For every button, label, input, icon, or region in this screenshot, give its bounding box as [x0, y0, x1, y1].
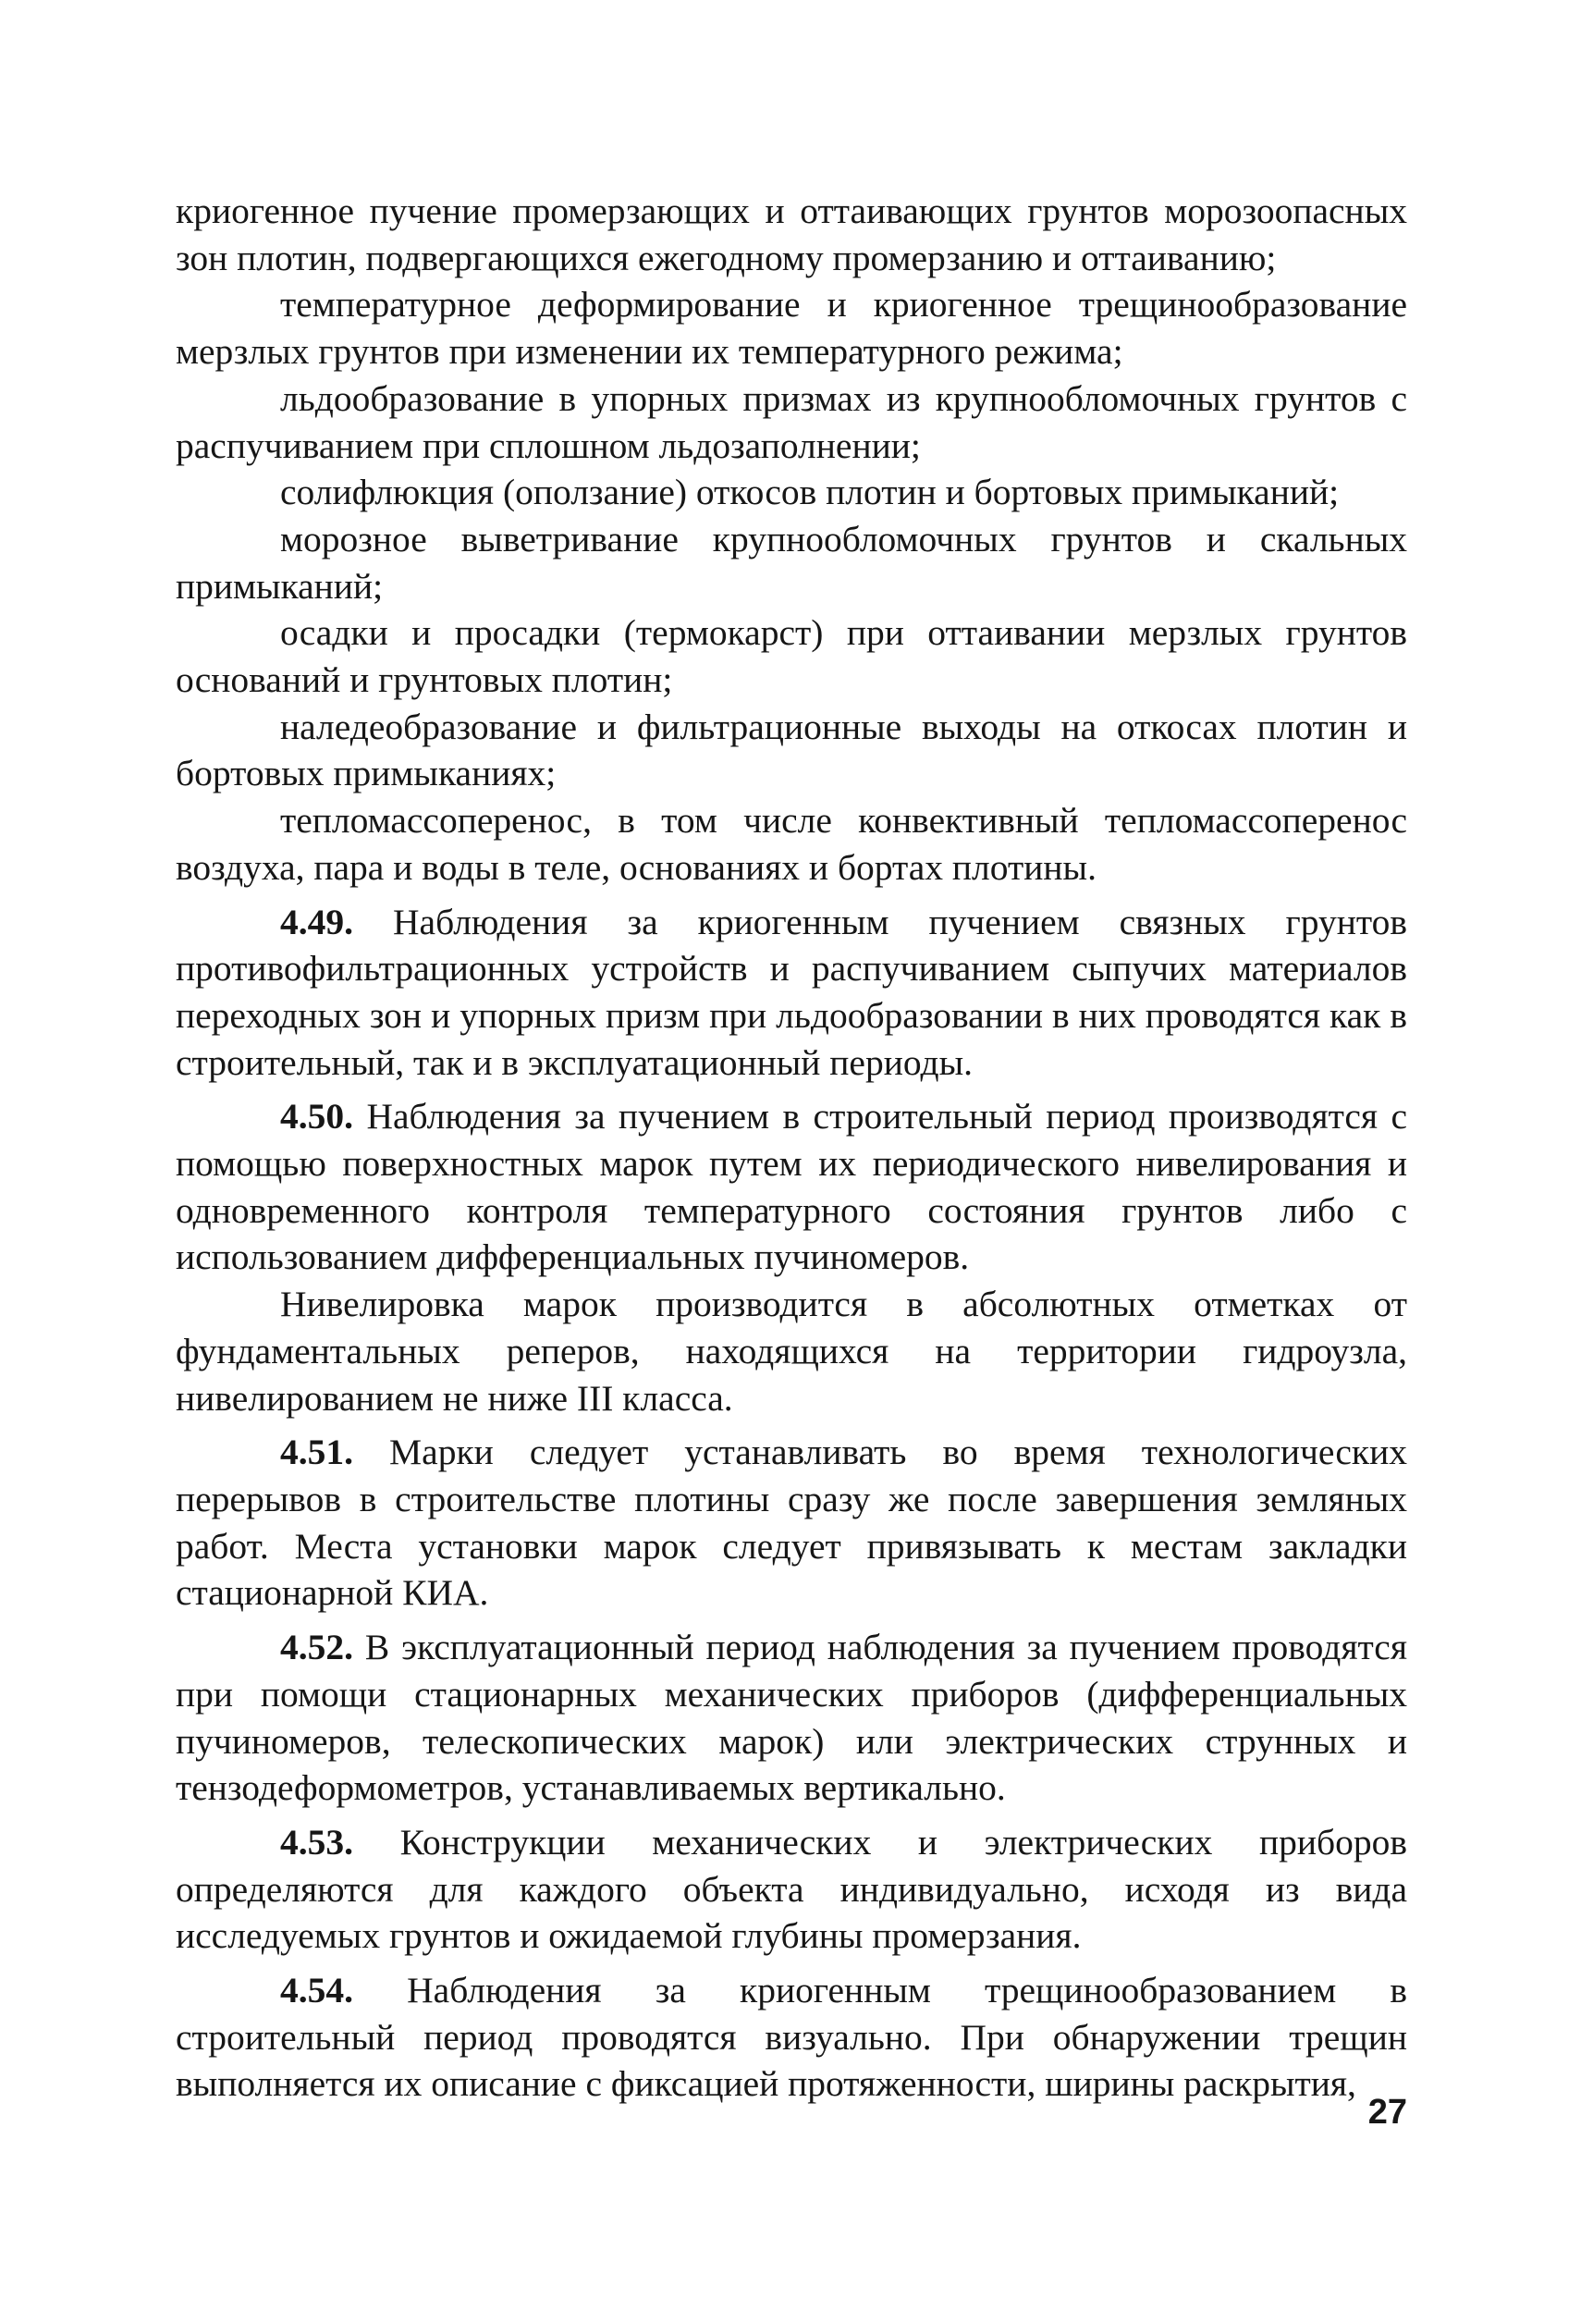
paragraph-text: Наблюдения за криогенным пучением связных грунтов противофильтрационных устройств и распучиванием сыпучих материалов переходных зон и упорных призм при льдообразовании в них проводятся как в строительный, так и в эксплуатационный периоды. [176, 901, 1407, 1083]
paragraph-text: Наблюдения за криогенным трещинообразованием в строительный период проводятся визуально. При обнаружении трещин выполняется их описание с фиксацией протяженности, ширины раскрытия, [176, 1970, 1407, 2105]
list-item [176, 469, 1407, 516]
list-item-text: морозное выветривание крупнообломочных грунтов и скальных примыканий; [176, 518, 1407, 607]
list-item-text: осадки и просадки (термокарст) при оттаивании мерзлых грунтов оснований и грунтовых плотин; [176, 612, 1407, 701]
list-item [176, 609, 1407, 703]
paragraph-4-49 [176, 899, 1407, 1087]
paragraph-4-53 [176, 1819, 1407, 1960]
list-item-text: наледеобразование и фильтрационные выходы на откосах плотин и бортовых примыканиях; [176, 706, 1407, 794]
paragraph-number: 4.49. [280, 901, 353, 942]
paragraph-4-51 [176, 1429, 1407, 1617]
paragraph-number: 4.52. [280, 1627, 353, 1668]
list-item-text: криогенное пучение промерзающих и оттаивающих грунтов морозоопасных зон плотин, подвергающихся ежегодному промерзанию и оттаиванию; [176, 191, 1407, 278]
list-item-text: льдообразование в упорных призмах из крупнообломочных грунтов с распучиванием при сплошном льдозаполнении; [176, 377, 1407, 466]
list-item [176, 704, 1407, 797]
paragraph-text: Нивелировка марок производится в абсолютных отметках от фундаментальных реперов, находящихся на территории гидроузла, нивелированием не ниже III класса. [176, 1284, 1407, 1419]
paragraph-text: В эксплуатационный период наблюдения за пучением проводятся при помощи стационарных механических приборов (дифференциальных пучиномеров, телескопических марок) или электрических струнных и тензодеформометров, устанавливаемых вертикально. [176, 1627, 1407, 1809]
paragraph-leveling [176, 1281, 1407, 1421]
body-text [176, 188, 1407, 2108]
paragraph-number: 4.51. [280, 1432, 353, 1473]
paragraph-4-52 [176, 1624, 1407, 1812]
list-item-text: температурное деформирование и криогенное трещинообразование мерзлых грунтов при изменении их температурного режима; [176, 284, 1407, 373]
list-item [176, 188, 1407, 281]
page-number: 27 [1367, 2093, 1407, 2132]
list-item-text: солифлюкция (оползание) откосов плотин и бортовых примыканий; [280, 472, 1340, 513]
paragraph-text: Конструкции механических и электрических приборов определяются для каждого объекта индивидуально, исходя из вида исследуемых грунтов и ожидаемой глубины промерзания. [176, 1821, 1407, 1957]
paragraph-text: Марки следует устанавливать во время технологических перерывов в строительстве плотины сразу же после завершения земляных работ. Места установки марок следует привязывать к местам закладки стационарной КИА. [176, 1432, 1407, 1614]
list-item [176, 375, 1407, 469]
paragraph-4-50 [176, 1093, 1407, 1281]
list-item [176, 797, 1407, 891]
paragraph-4-54 [176, 1967, 1407, 2108]
list-item-text: тепломассоперенос, в том числе конвективный тепломассоперенос воздуха, пара и воды в теле, основаниях и бортах плотины. [176, 800, 1407, 888]
paragraph-number: 4.53. [280, 1821, 353, 1863]
list-item [176, 516, 1407, 609]
list-item [176, 281, 1407, 375]
paragraph-text: Наблюдения за пучением в строительный период производятся с помощью поверхностных марок путем их периодического нивелирования и одновременного контроля температурного состояния грунтов либо с использованием дифференциальных пучиномеров. [176, 1096, 1407, 1278]
paragraph-number: 4.54. [280, 1970, 353, 2011]
paragraph-number: 4.50. [280, 1096, 353, 1137]
